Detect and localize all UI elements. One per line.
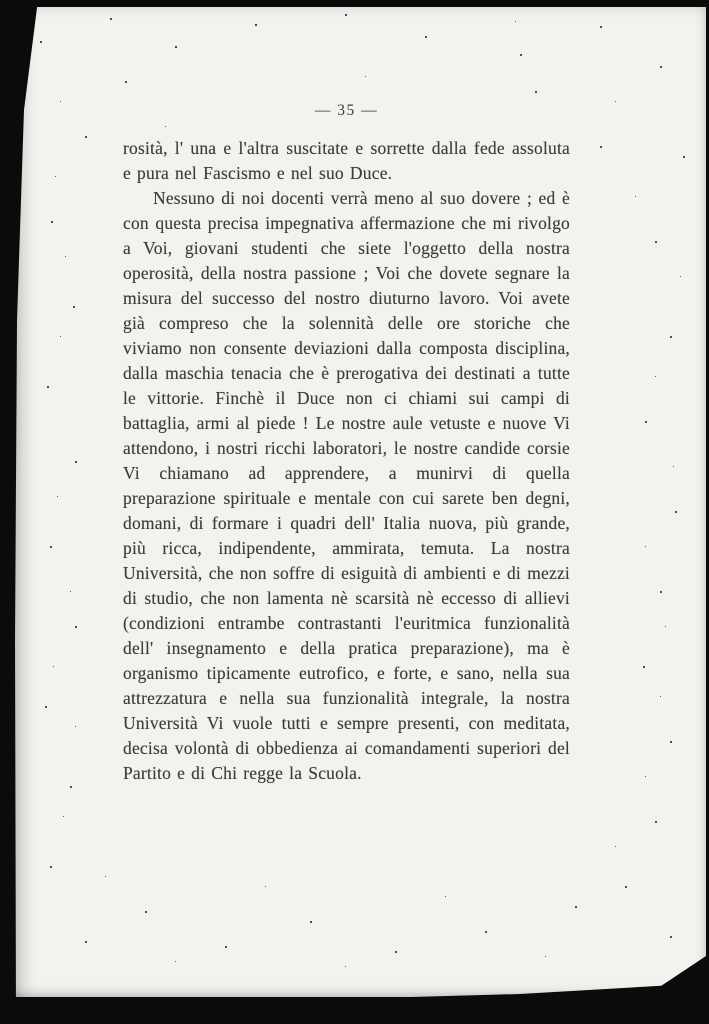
text-block	[123, 136, 570, 786]
paragraph-main: Nessuno di noi docenti verrà meno al suo dovere ; ed è con questa precisa impegnativa affermazione che mi rivolgo a Voi, giovani studenti che siete l'oggetto della nostra operosità, della nostra passione ; Voi che dovete segnare la misura del successo del nostro diuturno lavoro. Voi avete già compreso che la solennità delle ore storiche che viviamo non consente deviazioni dalla composta disciplina, dalla maschia tenacia che è prerogativa dei destinati a tutte le vittorie. Finchè il Duce non ci chiami sui campi di battaglia, armi al piede ! Le nostre aule vetuste e nuove Vi attendono, i nostri ricchi laboratori, le nostre candide corsie Vi chiamano ad apprendere, a munirvi di quella preparazione spirituale e mentale con cui sarete ben degni, domani, di formare i quadri dell' Italia nuova, più grande, più ricca, indipendente, ammirata, temuta. La nostra Università, che non soffre di esiguità di ambienti e di mezzi di studio, che non lamenta nè scarsità nè eccesso di allievi (condizioni entrambe contrastanti l'euritmica funzionalità dell' insegnamento e della pratica preparazione), ma è organismo tipicamente eutrofico, e forte, e sano, nella sua attrezzatura e nella sua funzionalità integrale, la nostra Università Vi vuole tutti e sempre presenti, con meditata, decisa volontà di obbedienza ai comandamenti superiori del Partito e di Chi regge la Scuola.	[123, 188, 570, 783]
scan-edge-top	[0, 0, 709, 7]
page-number: — 35 —	[314, 102, 379, 119]
paragraph-continuation: rosità, l' una e l'altra suscitate e sorrette dalla fede assoluta e pura nel Fascismo e nel suo Duce.	[123, 138, 570, 183]
document-page	[15, 6, 706, 997]
